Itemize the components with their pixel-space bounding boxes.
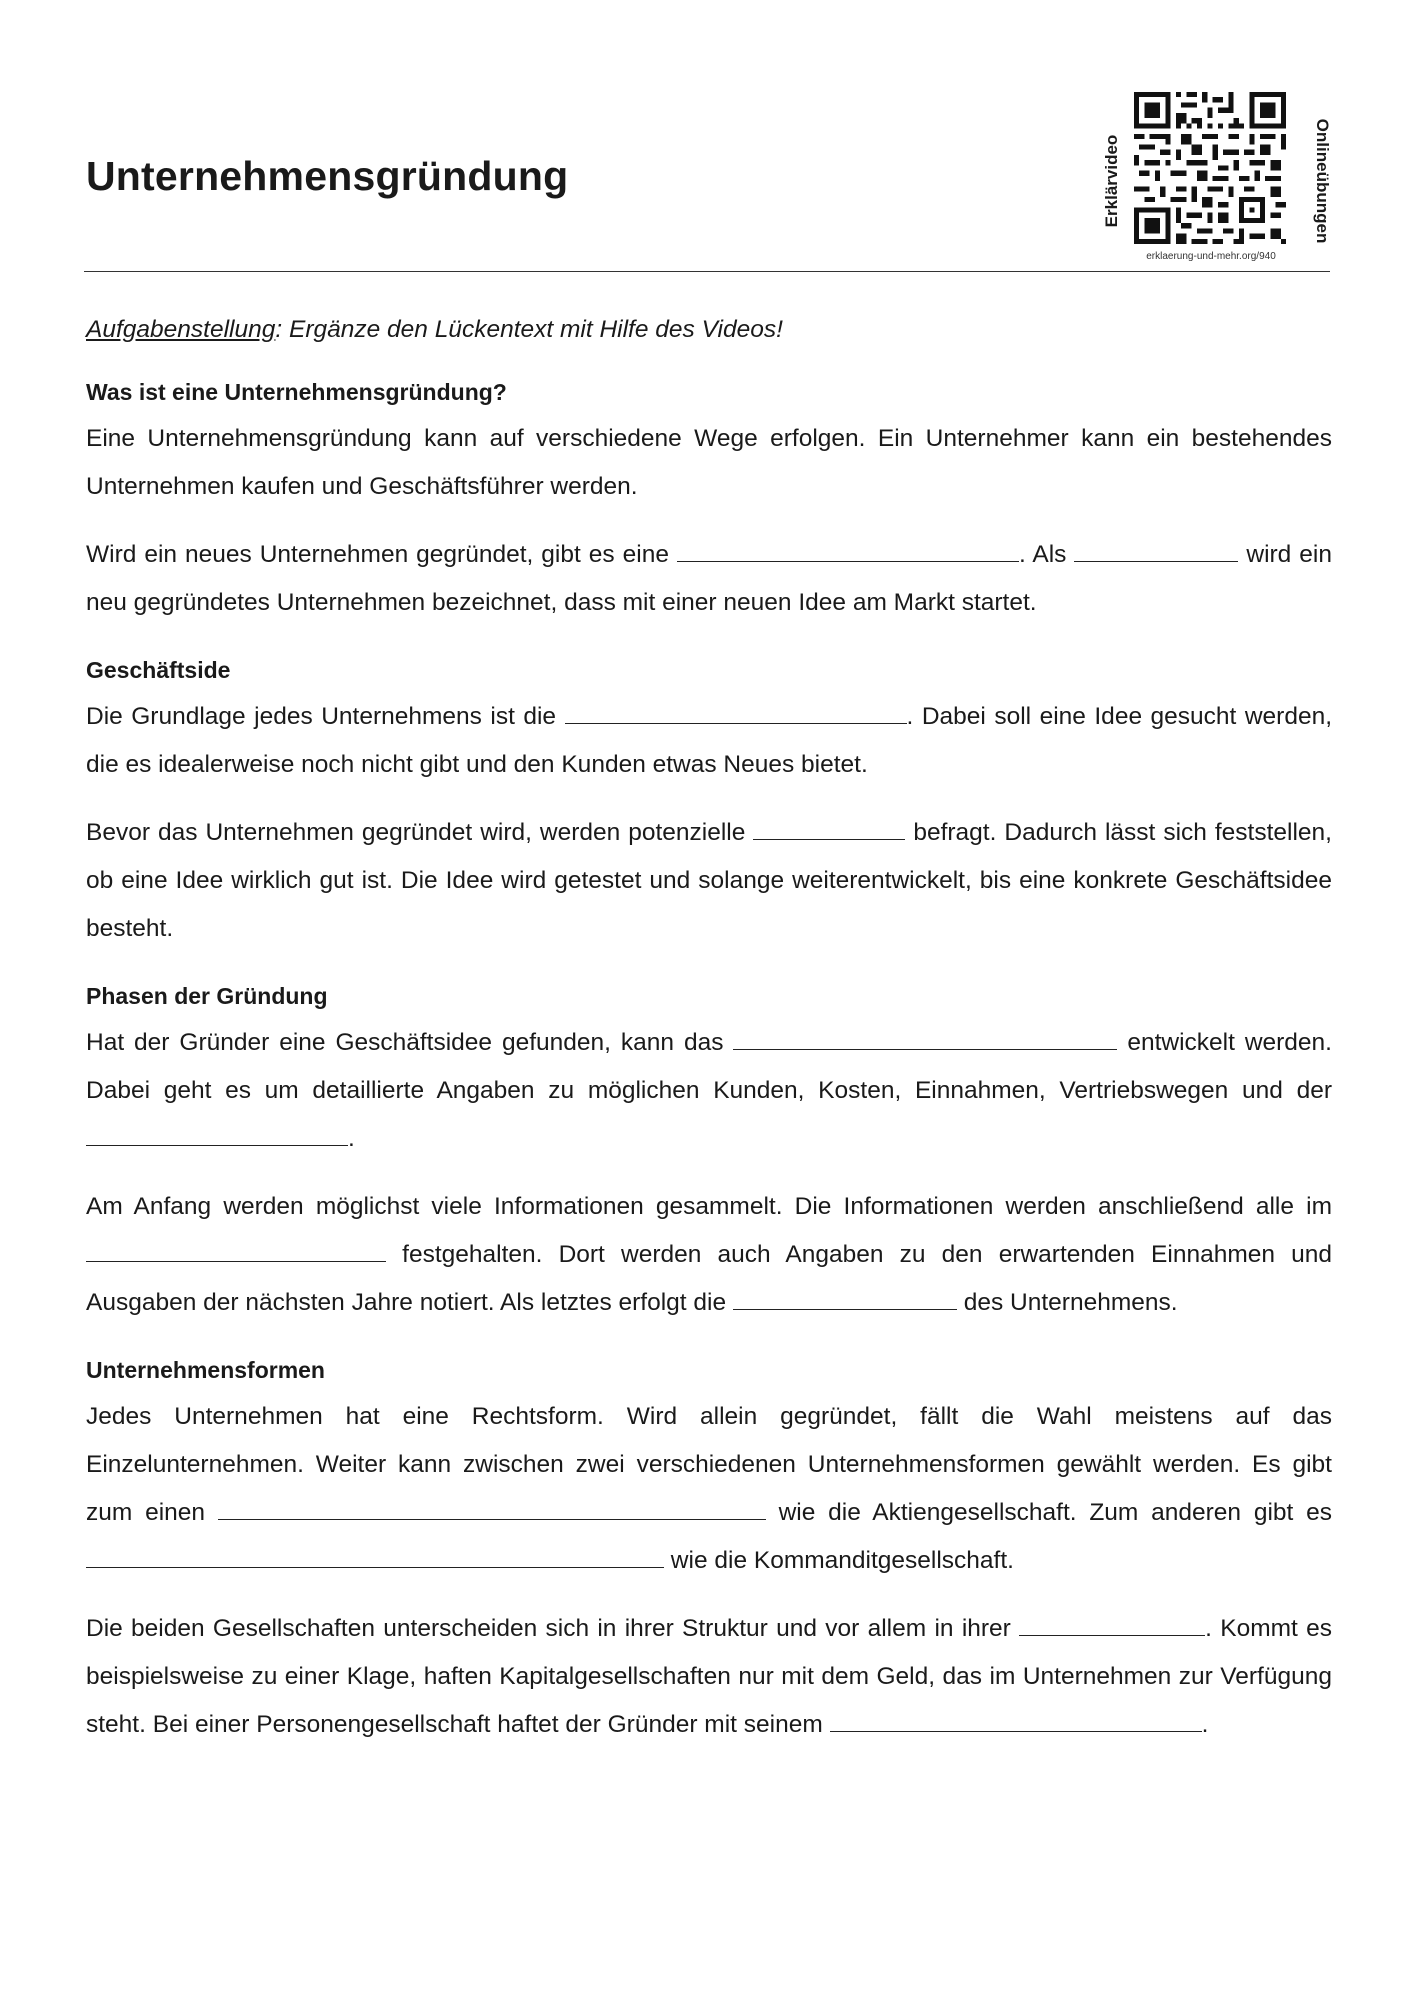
paragraph-text: des Unternehmens. [956, 1289, 1178, 1316]
blank-field[interactable] [86, 1237, 386, 1262]
paragraph [86, 1393, 1332, 1585]
paragraph-text: entwickelt werden. Dabei geht es um detaillierte Angaben zu möglichen Kunden, Kosten, Einnahmen, Vertriebswegen und der [86, 1029, 1332, 1104]
paragraph-text: Die Grundlage jedes Unternehmens ist die [86, 703, 565, 730]
paragraph-text: Hat der Gründer eine Geschäftsidee gefunden, kann das [86, 1029, 734, 1056]
paragraph-text: . Dabei soll eine Idee gesucht werden, die es idealerweise noch nicht gibt und den Kunden etwas Neues bietet. [86, 703, 1333, 778]
paragraph-text: festgehalten. Dort werden auch Angaben zu den erwartenden Einnahmen und Ausgaben der nächsten Jahre notiert. Als letztes erfolgt die [86, 1241, 1332, 1316]
blank-field[interactable] [565, 699, 907, 724]
blank-field[interactable] [218, 1495, 766, 1520]
blank-field[interactable] [733, 1025, 1117, 1050]
blank-field[interactable] [1074, 537, 1238, 562]
paragraph-text: wie die Kommanditgesellschaft. [664, 1547, 1014, 1574]
video-label: Erklärvideo [1102, 134, 1121, 228]
paragraph-text: . Kommt es beispielsweise zu einer Klage, haften Kapitalgesellschaften nur mit dem Geld, das im Unternehmen zur Verfügung steht. Bei einer Personengesellschaft haftet der Gründer mit seinem [86, 1615, 1333, 1738]
blank-field[interactable] [753, 815, 905, 840]
exercise-label: Onlineübungen [1313, 118, 1332, 244]
paragraph-text: Die beiden Gesellschaften unterscheiden sich in ihrer Struktur und vor allem in ihrer [86, 1615, 1020, 1642]
paragraph [86, 531, 1332, 627]
worksheet-content [86, 306, 1332, 1769]
paragraph-text: . [348, 1125, 355, 1152]
task-text: : Ergänze den Lückentext mit Hilfe des Videos! [275, 316, 783, 343]
blank-field[interactable] [1019, 1611, 1205, 1636]
paragraph [86, 1019, 1332, 1163]
blank-field[interactable] [677, 537, 1019, 562]
paragraph-text: Am Anfang werden möglichst viele Informationen gesammelt. Die Informationen werden anschließend alle im [86, 1193, 1332, 1220]
blank-field[interactable] [86, 1543, 664, 1568]
header-divider [84, 271, 1330, 272]
section-heading-phases: Phasen der Gründung [86, 983, 328, 1009]
section-heading-definition: Was ist eine Unternehmensgründung? [86, 379, 507, 405]
paragraph [86, 809, 1332, 953]
section-heading-legal-forms: Unternehmensformen [86, 1357, 325, 1383]
paragraph [86, 415, 1332, 511]
paragraph [86, 693, 1332, 789]
paragraph-text: wird ein neu gegründetes Unternehmen bezeichnet, dass mit einer neuen Idee am Markt startet. [86, 541, 1332, 616]
paragraph-text: Eine Unternehmensgründung kann auf verschiedene Wege erfolgen. Ein Unternehmer kann ein bestehendes Unternehmen kaufen und Geschäftsführer werden. [86, 425, 1332, 500]
paragraph-text: . Als [1018, 541, 1075, 568]
paragraph [86, 1183, 1332, 1327]
paragraph-text: Bevor das Unternehmen gegründet wird, werden potenzielle [86, 819, 754, 846]
blank-field[interactable] [830, 1707, 1202, 1732]
blank-field[interactable] [733, 1285, 957, 1310]
paragraph [86, 1605, 1332, 1749]
qr-url: erklaerung-und-mehr.org/940 [1146, 251, 1276, 262]
task-instruction [86, 306, 1332, 354]
paragraph-text: wie die Aktiengesellschaft. Zum anderen gibt es [765, 1499, 1332, 1526]
paragraph-text: Jedes Unternehmen hat eine Rechtsform. Wird allein gegründet, fällt die Wahl meistens auf das Einzelunternehmen. Weiter kann zwischen zwei verschiedenen Unternehmensformen gewählt werden. Es gibt zum einen [86, 1403, 1332, 1526]
qr-code[interactable] [1134, 92, 1286, 244]
blank-field[interactable] [86, 1121, 348, 1146]
page-title: Unternehmensgründung [86, 153, 569, 199]
paragraph-text: befragt. Dadurch lässt sich feststellen, ob eine Idee wirklich gut ist. Die Idee wird getestet und solange weiterentwickelt, bis eine konkrete Geschäftsidee besteht. [86, 819, 1332, 942]
task-label: Aufgabenstellung [86, 316, 276, 343]
paragraph-text: . [1201, 1711, 1209, 1738]
paragraph-text: Wird ein neues Unternehmen gegründet, gibt es eine [86, 541, 677, 568]
section-heading-business-idea: Geschäftside [86, 657, 231, 683]
